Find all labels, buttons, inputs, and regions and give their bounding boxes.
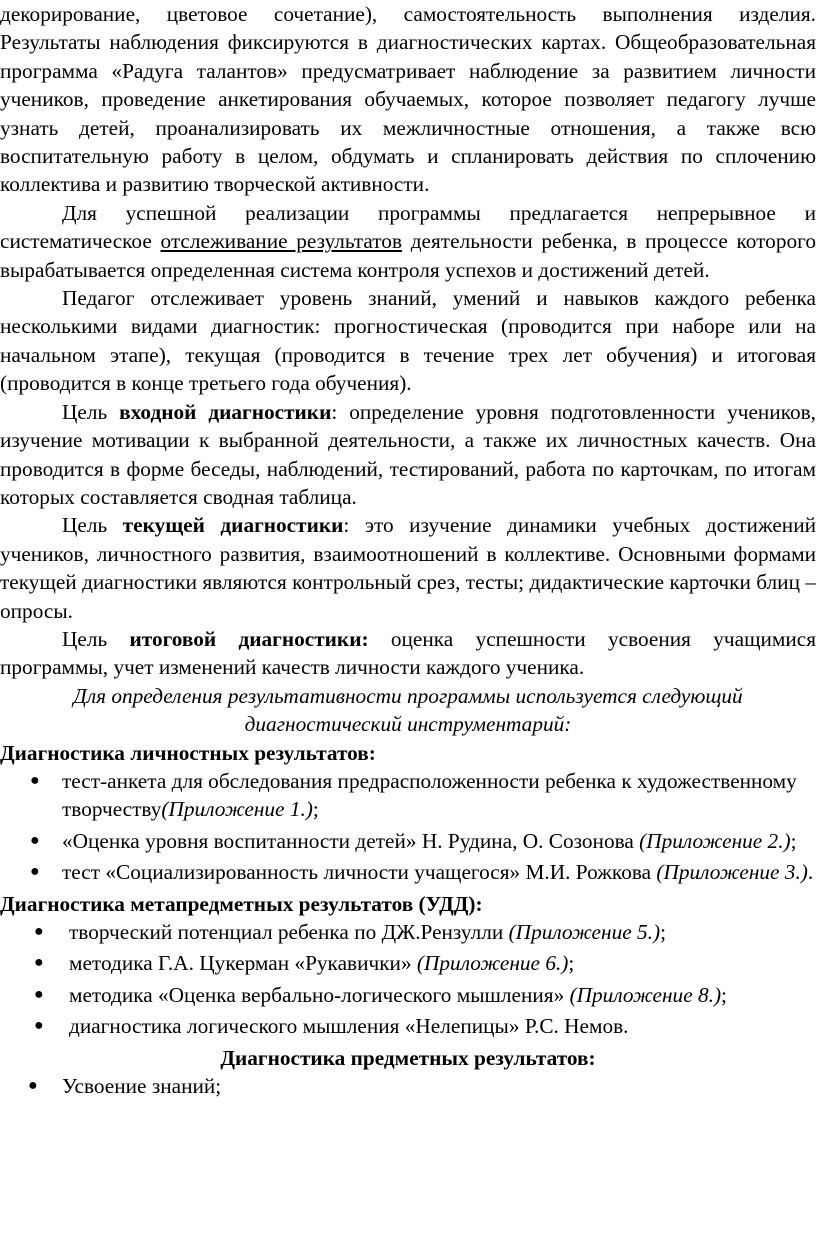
paragraph-1-text: декорирование, цветовое сочетание), самостоятельность выполнения изделия. Результаты наблюдения фиксируются в диагностических картах. Общеобразовательная программа «Радуга талантов» предусматривает наблюдение за развитием личности учеников, проведение анкетирования обучаемых, которое позволяет педагогу лучше узнать детей, проанализировать их межличностные отношения, а также всю воспитательную работу в целом, обдумать и спланировать действия по сплочению коллектива и развитию творческой активности. (0, 2, 816, 197)
subject-results-list (0, 1072, 816, 1100)
paragraph-6 (0, 625, 816, 682)
section-personal-heading: Диагностика личностных результатов: (0, 740, 376, 765)
final-diagnostics-term: итоговой диагностики: (129, 626, 369, 651)
personal-results-list (0, 767, 816, 887)
list-item-text: творческий потенциал ребенка по ДЖ.Рензулли (69, 920, 509, 944)
appendix-ref: (Приложение 1.) (161, 797, 313, 822)
appendix-ref: (Приложение 2.) (639, 828, 791, 853)
list-item-text: методика «Оценка вербально-логического мышления» (69, 982, 570, 1007)
paragraph-3 (0, 284, 816, 398)
list-item-text: методика Г.А. Цукерман «Рукавички» (69, 951, 417, 976)
list-item-tail: . (807, 860, 814, 885)
paragraph-5-lead: Цель (62, 513, 123, 538)
paragraph-6-text: оценка успешности усвоения учащимися программы, учет изменений качеств личности каждого ученика. (0, 626, 816, 680)
toolkit-intro: Для определения результативности программы используется следующий диагностический инструментарий: (73, 683, 743, 737)
bullet-icon: ● (34, 985, 44, 1003)
appendix-ref: (Приложение 3.) (656, 860, 808, 885)
list-item (0, 918, 816, 946)
list-item (0, 858, 816, 886)
paragraph-3-text: Педагог отслеживает уровень знаний, умений и навыков каждого ребенка несколькими видами диагностик: прогностическая (проводится при наборе или на начальном этапе), текущая (проводится в течение трех лет обучения) и итоговая (проводится в конце третьего года обучения). (0, 286, 816, 396)
list-item-tail: ; (721, 982, 727, 1007)
metasubject-results-list (0, 918, 816, 1041)
paragraph-4-text: : определение уровня подготовленности учеников, изучение мотивации к выбранной деятельности, а также их личностных качеств. Она проводится в форме беседы, наблюдений, тестирований, работа по карточкам, по итогам которых составляется сводная таблица. (0, 399, 816, 509)
appendix-ref: (Приложение 5.) (508, 920, 661, 944)
bullet-icon: ● (30, 831, 40, 849)
list-item (0, 1072, 816, 1100)
section-subject-heading: Диагностика предметных результатов: (220, 1045, 596, 1070)
list-item (0, 981, 816, 1009)
paragraph-6-lead: Цель (62, 626, 130, 651)
list-item (0, 827, 816, 855)
bullet-icon: ● (30, 771, 40, 789)
list-item-text: «Оценка уровня воспитанности детей» Н. Рудина, О. Созонова (62, 828, 640, 853)
paragraph-5 (0, 511, 816, 625)
list-item-text: Усвоение знаний; (62, 1074, 222, 1099)
list-item-tail: ; (312, 797, 319, 822)
list-item (0, 1012, 816, 1040)
paragraph-4-lead: Цель (62, 399, 120, 424)
appendix-ref: (Приложение 6.) (416, 951, 569, 976)
appendix-ref: (Приложение 8.) (569, 982, 722, 1007)
paragraph-2-text-b: деятельности ребенка, в процессе которого вырабатывается определенная система контроля успехов и достижений детей. (0, 229, 816, 282)
bullet-icon: ● (28, 1077, 38, 1095)
bullet-icon: ● (30, 863, 40, 881)
list-item (0, 767, 816, 824)
list-item-tail: ; (568, 951, 575, 976)
list-item-tail: ; (660, 920, 666, 944)
bullet-icon: ● (34, 923, 44, 940)
list-item-text: диагностика логического мышления «Нелепицы» Р.С. Немов. (69, 1014, 629, 1039)
list-item-text: тест «Социализированность личности учащегося» М.И. Рожкова (62, 860, 657, 885)
paragraph-2 (0, 199, 816, 284)
bullet-icon: ● (34, 1017, 44, 1035)
list-item-text: тест-анкета для обследования предрасположенности ребенка к художественному творчеству (62, 768, 797, 822)
current-diagnostics-term: текущей диагностики (122, 513, 344, 538)
paragraph-4 (0, 398, 816, 512)
entry-diagnostics-term: входной диагностики (119, 399, 332, 424)
bullet-icon: ● (34, 954, 44, 972)
paragraph-2-text-a: Для успешной реализации программы предлагается непрерывное и систематическое (0, 200, 816, 254)
paragraph-5-text: : это изучение динамики учебных достижений учеников, личностного развития, взаимоотношений в коллективе. Основными формами текущей диагностики являются контрольный срез, тесты; дидактические карточки блиц – опросы. (0, 513, 816, 623)
paragraph-1 (0, 0, 816, 199)
section-metasubject-heading: Диагностика метапредметных результатов (УДД): (0, 891, 483, 916)
underlined-term: отслеживание результатов (160, 229, 403, 254)
list-item-tail: ; (790, 828, 797, 853)
list-item (0, 949, 816, 977)
